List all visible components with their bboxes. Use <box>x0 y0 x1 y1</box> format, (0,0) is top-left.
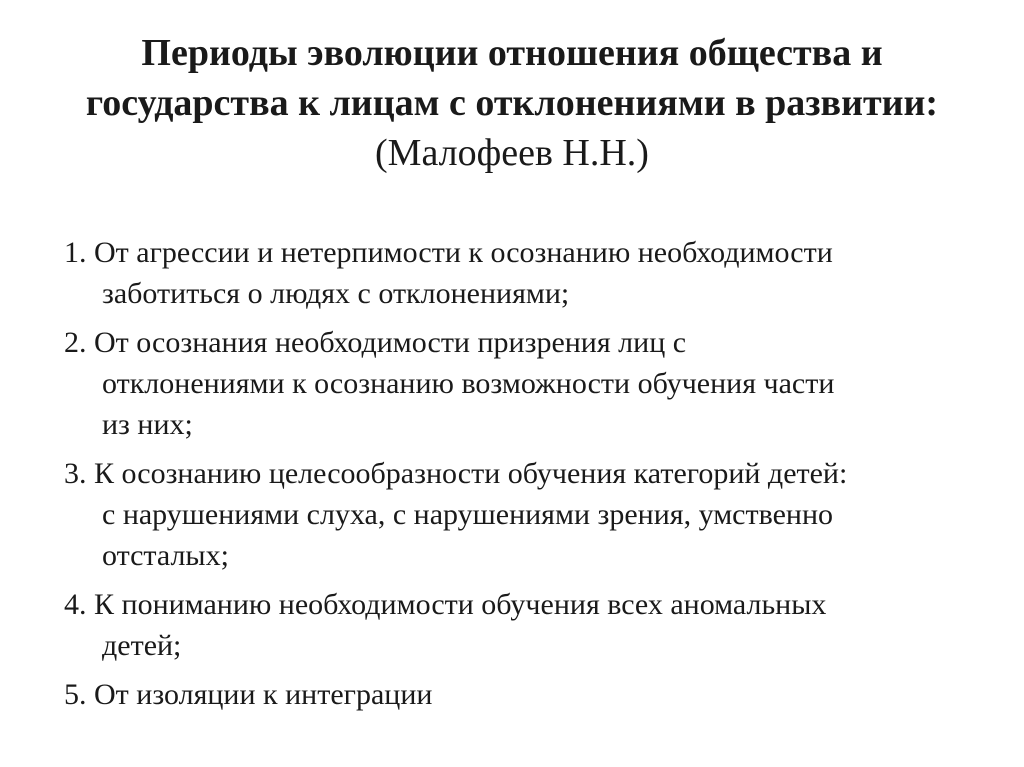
list-item-1-line-2: заботиться о людях с отклонениями; <box>102 277 570 310</box>
list-item-2-line-3: из них; <box>102 408 193 441</box>
list-item-3 <box>64 453 984 576</box>
title-block <box>40 28 984 178</box>
list-item-3-line-3: отсталых; <box>102 539 229 572</box>
list-item-3-line-2: с нарушениями слуха, с нарушениями зрения, умственно <box>102 498 834 531</box>
list-item-2-line-2: отклонениями к осознанию возможности обучения части <box>102 367 835 400</box>
list-item-2 <box>64 322 984 445</box>
list-item-4 <box>64 584 984 666</box>
list-item-5-line-1: 5. От изоляции к интеграции <box>64 678 433 711</box>
list-item-2-line-1: 2. От осознания необходимости призрения лиц с <box>64 326 687 359</box>
list-item-1-line-1: 1. От агрессии и нетерпимости к осознанию необходимости <box>64 236 833 269</box>
list-item-4-line-1: 4. К пониманию необходимости обучения всех аномальных <box>64 588 827 621</box>
list-item-3-line-1: 3. К осознанию целесообразности обучения категорий детей: <box>64 457 848 490</box>
list-item-4-line-2: детей; <box>102 629 182 662</box>
title-line-2: государства к лицам с отклонениями в развитии: <box>85 82 939 124</box>
periods-list <box>64 232 984 723</box>
list-item-1 <box>64 232 984 314</box>
subtitle-author: (Малофеев Н.Н.) <box>375 132 649 174</box>
list-item-5 <box>64 674 984 715</box>
title-line-1: Периоды эволюции отношения общества и <box>141 32 883 74</box>
